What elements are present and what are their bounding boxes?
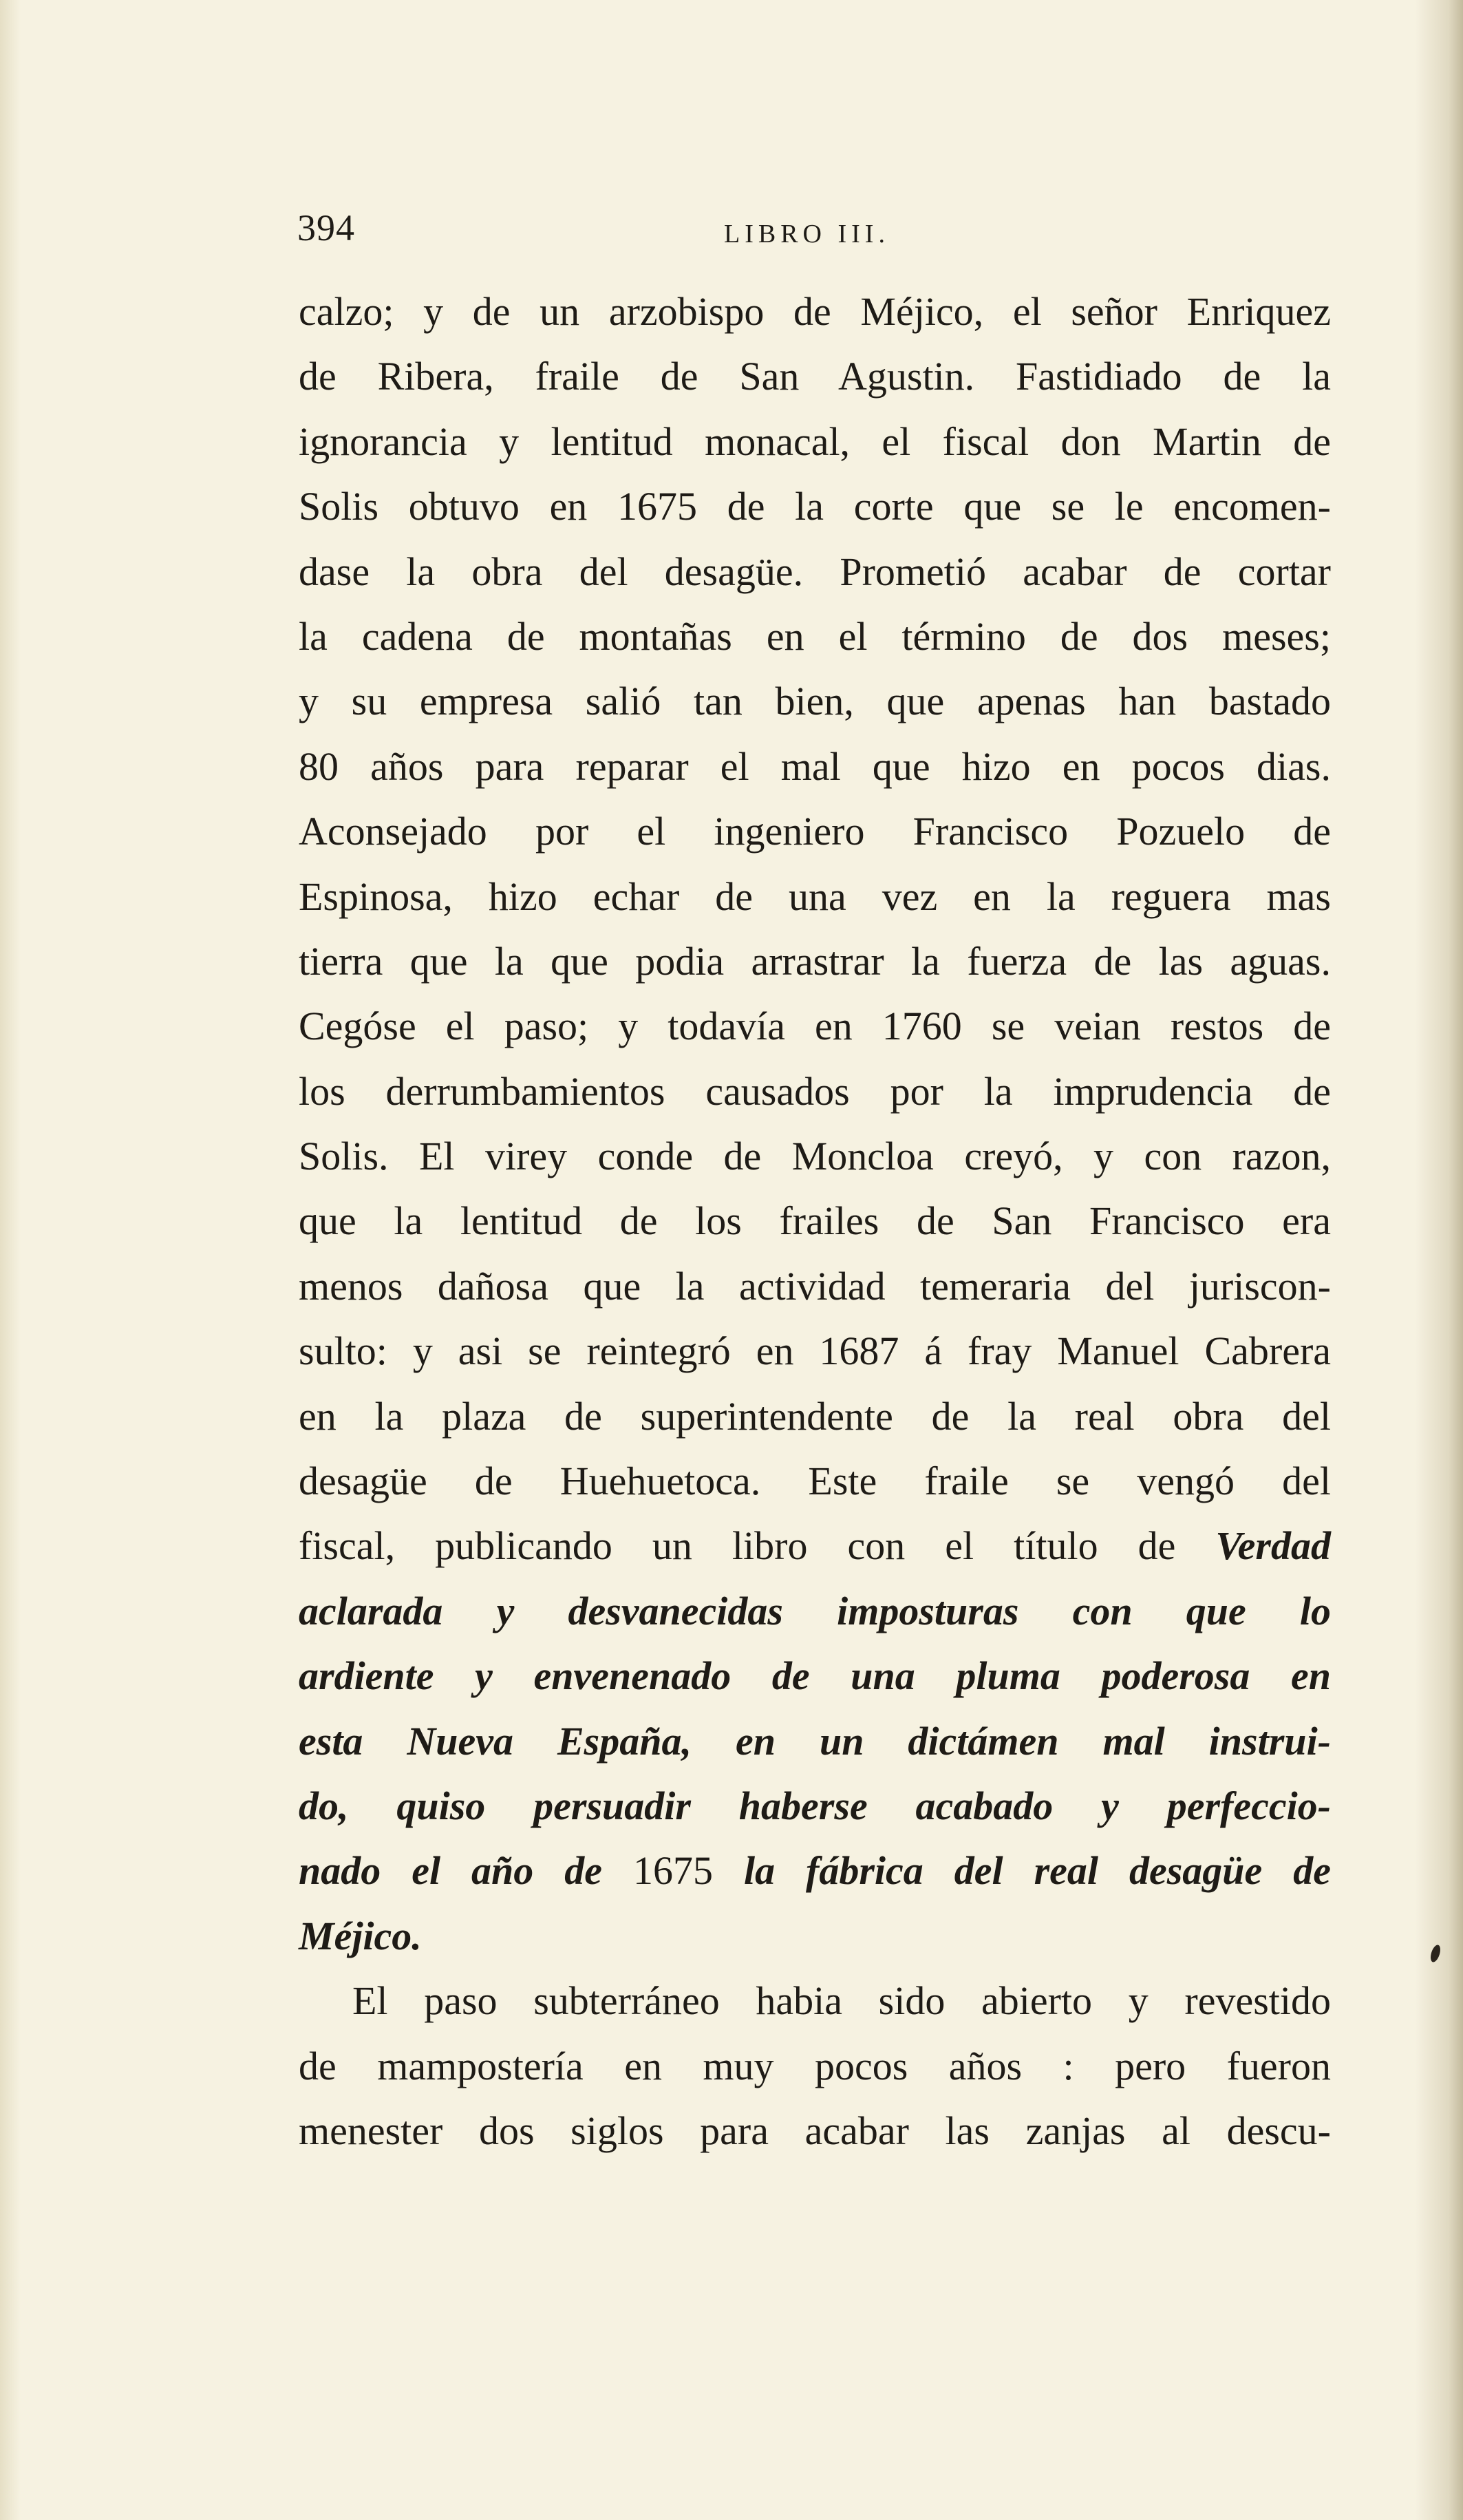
- text-line: dase la obra del desagüe. Prometió acabar de cortar: [299, 549, 1331, 594]
- text-line: de Ribera, fraile de San Agustin. Fastidiado de la: [299, 354, 1331, 399]
- italic-title: Méjico.: [299, 1913, 422, 1958]
- year-numeral: 1675: [632, 1848, 713, 1894]
- text-line: que la lentitud de los frailes de San Francisco era: [299, 1198, 1331, 1244]
- text-line: Aconsejado por el ingeniero Francisco Pozuelo de: [299, 809, 1331, 854]
- page-edge-shadow-left: [0, 0, 21, 2520]
- text-line: 80 años para reparar el mal que hizo en pocos dias.: [299, 743, 1331, 789]
- italic-title: Verdad: [1215, 1523, 1331, 1569]
- text-line: [299, 1774, 1331, 1839]
- text-line: ignorancia y lentitud monacal, el fiscal don Martin de: [299, 419, 1331, 464]
- text-line: [299, 1709, 1331, 1774]
- italic-title: la fábrica del real desagüe de: [712, 1848, 1331, 1894]
- paragraph-start: El paso subterráneo habia sido abierto y revestido: [352, 1978, 1331, 2024]
- italic-title: esta Nueva España, en un dictámen mal instrui-: [299, 1718, 1331, 1764]
- body-text: [299, 279, 1331, 2163]
- page-edge-shadow-right: [1415, 0, 1463, 2520]
- italic-title: ardiente y envenenado de una pluma poderosa en: [299, 1653, 1331, 1699]
- text-line: los derrumbamientos causados por la imprudencia de: [299, 1068, 1331, 1114]
- text-line: la cadena de montañas en el término de dos meses;: [299, 613, 1331, 659]
- text-line: Solis. El virey conde de Moncloa creyó, y con razon,: [299, 1134, 1331, 1179]
- text-line: desagüe de Huehuetoca. Este fraile se vengó del: [299, 1459, 1331, 1504]
- text-line: [299, 1644, 1331, 1708]
- text-line: calzo; y de un arzobispo de Méjico, el señor Enriquez: [299, 289, 1331, 334]
- italic-title: aclarada y desvanecidas imposturas con que lo: [299, 1588, 1331, 1633]
- italic-title: do, quiso persuadir haberse acabado y perfeccio-: [299, 1783, 1331, 1828]
- running-head: LIBRO III.: [724, 220, 890, 248]
- text-line: sulto: y asi se reintegró en 1687 á fray Manuel Cabrera: [299, 1328, 1331, 1374]
- text-line: y su empresa salió tan bien, que apenas han bastado: [299, 679, 1331, 724]
- text-line: [299, 1579, 1331, 1644]
- text-line: Espinosa, hizo echar de una vez en la reguera mas: [299, 873, 1331, 919]
- text-line: menester dos siglos para acabar las zanjas al descu-: [299, 2108, 1331, 2153]
- text-line: fiscal, publicando un libro con el título de Verdad: [299, 1523, 1331, 1569]
- text-line: Cegóse el paso; y todavía en 1760 se veian restos de: [299, 1004, 1331, 1049]
- text-line: [299, 1839, 1331, 1903]
- text-line: Solis obtuvo en 1675 de la corte que se le encomen-: [299, 484, 1331, 529]
- italic-title: nado el año de: [299, 1848, 633, 1894]
- text-line: en la plaza de superintendente de la real obra del: [299, 1393, 1331, 1439]
- page-number: 394: [297, 207, 355, 248]
- text-line: tierra que la que podia arrastrar la fuerza de las aguas.: [299, 938, 1331, 984]
- text-line: de mampostería en muy pocos años : pero fueron: [299, 2043, 1331, 2088]
- text-line: [299, 1904, 1331, 1969]
- page-header: [297, 207, 1329, 262]
- text-line: menos dañosa que la actividad temeraria del juriscon-: [299, 1263, 1331, 1309]
